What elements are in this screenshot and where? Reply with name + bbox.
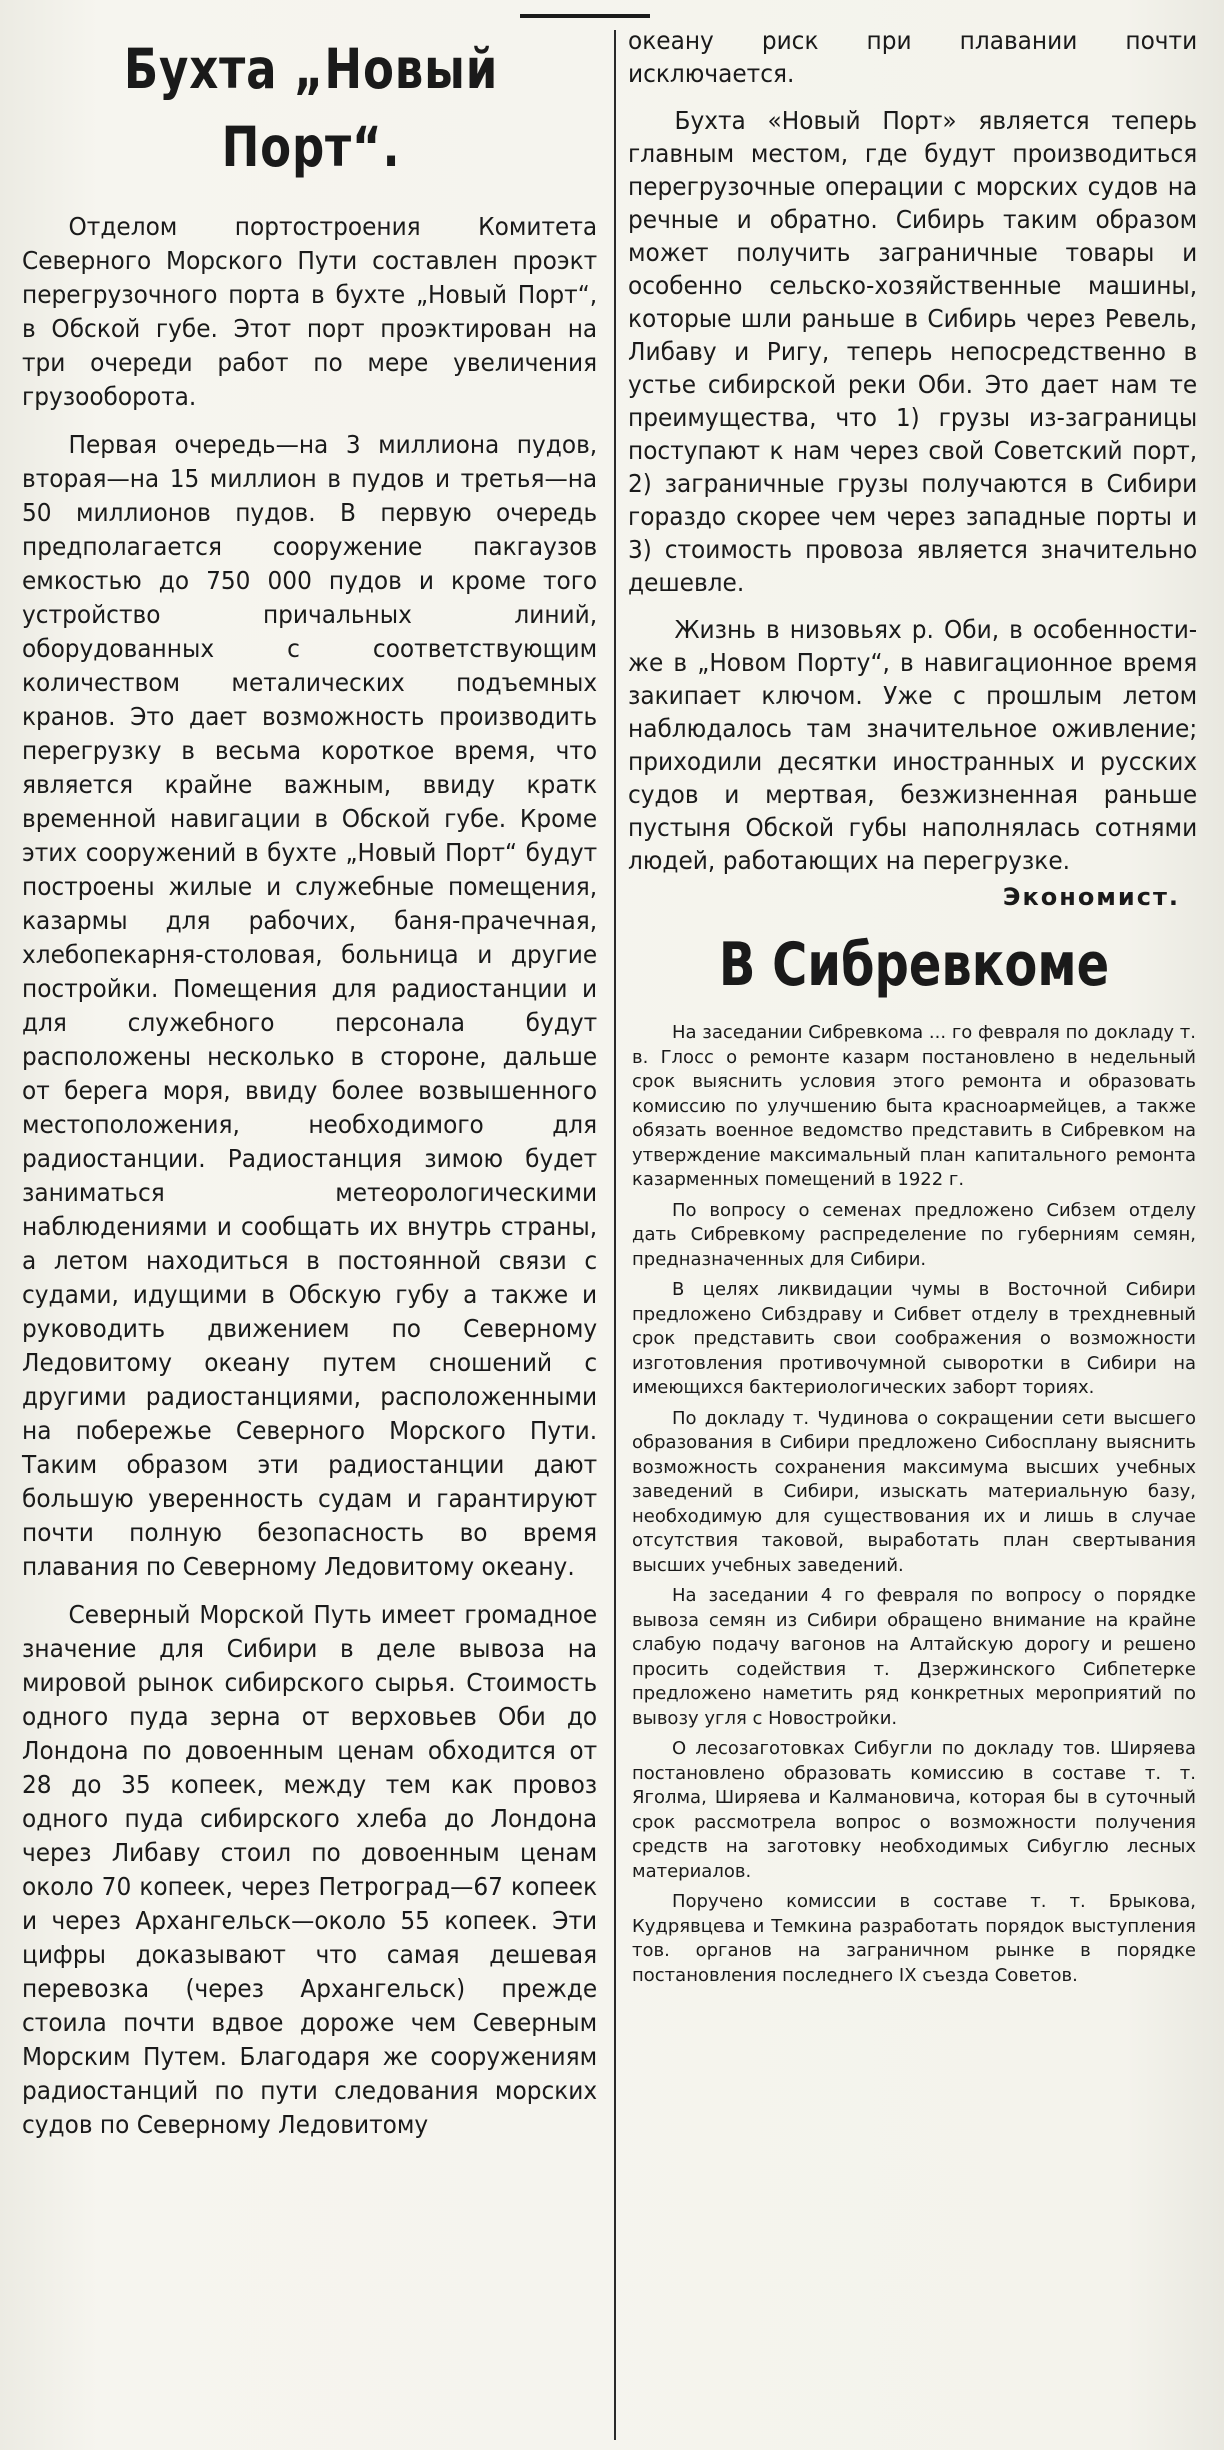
article-paragraph: океану риск при плавании почти исключается. — [628, 26, 1198, 88]
article-title: Бухта „Новый Порт“. — [123, 37, 499, 179]
column-divider — [614, 30, 616, 2440]
news-paragraph: Поручено комиссии в составе т. т. Брыкова, Кудрявцева и Темкина разработать порядок выступления тов. органов на заграничном рынке в порядке постановления последнего IX съезда Советов. — [632, 1891, 1196, 1986]
article-paragraph: Первая очередь—на 3 миллиона пудов, вторая—на 15 миллион в пудов и третья—на 50 миллионов пудов. В первую очередь предполагается сооружение пакгаузов емкостью до 750 000 пудов и кроме того устройство причальных линий, оборудованных с соответствующим количеством металических подъемных кранов. Это дает возможность производить перегрузку в весьма короткое время, что является крайне важным, ввиду кратк временной навигации в Обской губе. Кроме этих сооружений в бухте „Новый Порт“ будут построены жилые и служебные помещения, казармы для рабочих, баня-прачечная, хлебопекарня-столовая, больница и другие постройки. Помещения для радиостанции и для служебного персонала будут расположены несколько в стороне, дальше от берега моря, ввиду более возвышенного местоположения, необходимого для радиостанции. Радиостанция зимою будет заниматься метеорологическими наблюдениями и сообщать их внутрь страны, а летом находиться в постоянной связи с судами, идущими в Обскую губу а также и руководить движением по Северному Ледовитому океану путем сношений с другими радиостанциями, расположенными на побережье Северного Морского Пути. Таким образом эти радиостанции дают большую уверенность судам и гарантируют почти полную безопасность во время плавания по Северному Ледовитому океану. — [22, 430, 598, 1581]
article-paragraph: Отделом портостроения Комитета Северного Морского Пути составлен проэкт перегрузочного порта в бухте „Новый Порт“, в Обской губе. Этот порт проэктирован на три очереди работ по мере увеличения грузооборота. — [22, 212, 598, 411]
article-paragraph: Бухта «Новый Порт» является теперь главным местом, где будут производиться перегрузочные операции с морских судов на речные и обратно. Сибирь таким образом может получить заграничные товары и особенно сельско-хозяйственные машины, которые шли раньше в Сибирь через Ревель, Либаву и Ригу, теперь непосредственно в устье сибирской реки Оби. Это дает нам те преимущества, что 1) грузы из-заграницы поступают к нам через свой Советский порт, 2) заграничные грузы получаются в Сибири гораздо скорее чем через западные порты и 3) стоимость провоза является значительно дешевле. — [628, 106, 1198, 597]
news-paragraph: В целях ликвидации чумы в Восточной Сибири предложено Сибздраву и Сибвет отделу в трехдневный срок представить свои соображения о возможности изготовления противочумной сыворотки в Сибири на имеющихся бактериологических заборт ториях. — [632, 1279, 1196, 1398]
news-paragraph: По докладу т. Чудинова о сокращении сети высшего образования в Сибири предложено Сибоспланy выяснить возможность сохранения максимума высших учебных заведений в Сибири, изыскать материальную базу, необходимую для существования их и лишь в случае отсутствия таковой, выработать план свертывания высших учебных заведений. — [632, 1407, 1196, 1576]
news-block — [628, 1021, 1200, 1988]
article-paragraph: Жизнь в низовьях р. Оби, в особенности-же в „Новом Порту“, в навигационное время закипает ключом. Уже с прошлым летом наблюдалось там значительное оживление; приходили десятки иностранных и русских судов и мертвая, безжизненная раньше пустыня Обской губы наполнялась сотнями людей, работающих на перегрузке. — [628, 615, 1198, 875]
left-column — [22, 24, 600, 2142]
news-paragraph: По вопросу о семенах предложено Сибзем отделу дать Сибревкому распределение по губерниям семян, предназначенных для Сибири. — [632, 1199, 1196, 1270]
article-paragraph: Северный Морской Путь имеет громадное значение для Сибири в деле вывоза на мировой рынок сибирского сырья. Стоимость одного пуда зерна от верховьев Оби до Лондона по довоенным ценам обходится от 28 до 35 копеек, между тем как провоз одного пуда сибирского хлеба до Лондона через Либаву стоил по довоенным ценам около 70 копеек, через Петроград—67 копеек и через Архангельск—около 55 копеек. Эти цифры доказывают что самая дешевая перевозка (через Архангельск) прежде стоила почти вдвое дороже чем Северным Морским Путем. Благодаря же сооружениям радиостанций по пути следования морских судов по Северному Ледовитому — [22, 1600, 598, 2139]
news-paragraph: На заседании Сибревкома ... го февраля по докладу т. в. Глосс о ремонте казарм постановлено в недельный срок выяснить условия этого ремонта и образовать комиссию по улучшению быта красноармейцев, а также обязать военное ведомство представить в Сибревком на утверждение максимальный план капитального ремонта казарменных помещений в 1922 г. — [632, 1022, 1196, 1190]
news-paragraph: На заседании 4 го февраля по вопросу о порядке вывоза семян из Сибири обращено внимание на крайне слабую подачу вагонов на Алтайскую дорогу и решено просить содействия т. Дзержинского Сибпетерке предложено наметить ряд конкретных мероприятий по вывозу угля с Новостройки. — [632, 1585, 1196, 1729]
right-column — [628, 24, 1200, 1988]
article-title-sibrevkom: В Сибревкоме — [718, 930, 1110, 1000]
top-rule — [520, 14, 650, 18]
article-signature: Экономист. — [1002, 883, 1180, 911]
news-paragraph: О лесозаготовках Сибугли по докладу тов. Ширяева постановлено образовать комиссию в составе т. т. Яголма, Ширяева и Калмановича, которая бы в суточный срок рассмотрела вопрос о возможности получения средств на заготовку необходимых Сибуглю лесных материалов. — [632, 1738, 1196, 1882]
